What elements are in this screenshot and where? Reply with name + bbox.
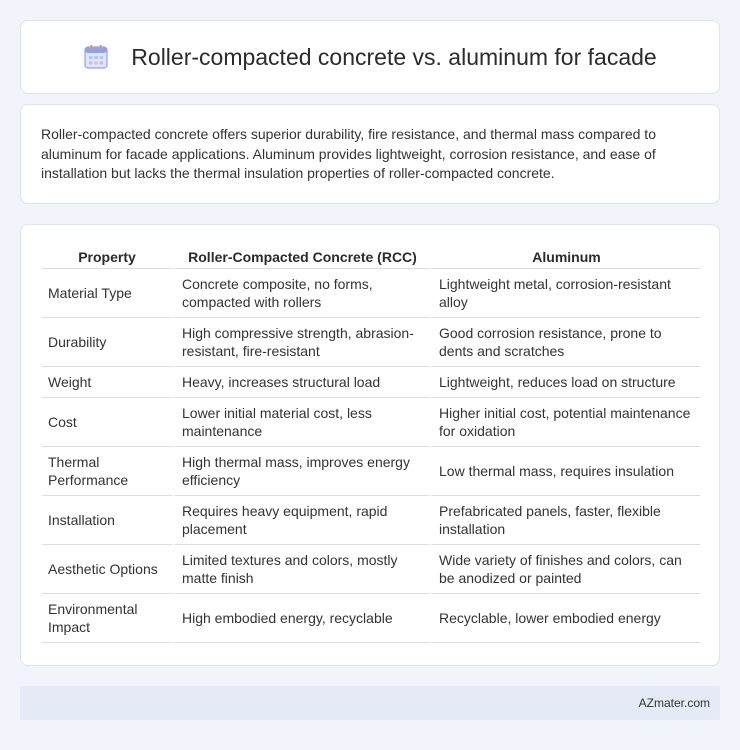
rcc-cell: Concrete composite, no forms, compacted with rollers	[172, 269, 429, 318]
footer-site-link[interactable]: AZmater.com	[638, 696, 710, 710]
comparison-table	[42, 245, 700, 643]
rcc-cell: High compressive strength, abrasion-resistant, fire-resistant	[172, 318, 429, 367]
property-cell: Cost	[42, 398, 172, 447]
table-row	[42, 594, 700, 643]
rcc-cell: Requires heavy equipment, rapid placement	[172, 496, 429, 545]
aluminum-cell: Recyclable, lower embodied energy	[429, 594, 700, 643]
title-card	[20, 20, 720, 94]
table-row	[42, 545, 700, 594]
header-rcc: Roller-Compacted Concrete (RCC)	[172, 245, 429, 269]
aluminum-cell: Low thermal mass, requires insulation	[429, 447, 700, 496]
table-row	[42, 318, 700, 367]
aluminum-cell: Lightweight, reduces load on structure	[429, 367, 700, 398]
table-row	[42, 367, 700, 398]
property-cell: Weight	[42, 367, 172, 398]
calendar-icon	[83, 44, 109, 70]
property-cell: Durability	[42, 318, 172, 367]
rcc-cell: High embodied energy, recyclable	[172, 594, 429, 643]
header-property: Property	[42, 245, 172, 269]
header-aluminum: Aluminum	[429, 245, 700, 269]
footer-bar	[20, 686, 720, 720]
aluminum-cell: Prefabricated panels, faster, flexible installation	[429, 496, 700, 545]
aluminum-cell: Higher initial cost, potential maintenance for oxidation	[429, 398, 700, 447]
rcc-cell: Heavy, increases structural load	[172, 367, 429, 398]
rcc-cell: High thermal mass, improves energy efficiency	[172, 447, 429, 496]
table-row	[42, 269, 700, 318]
aluminum-cell: Lightweight metal, corrosion-resistant alloy	[429, 269, 700, 318]
table-header-row	[42, 245, 700, 269]
rcc-cell: Limited textures and colors, mostly matte finish	[172, 545, 429, 594]
title-row	[83, 44, 656, 71]
property-cell: Environmental Impact	[42, 594, 172, 643]
table-row	[42, 398, 700, 447]
table-row	[42, 496, 700, 545]
property-cell: Material Type	[42, 269, 172, 318]
property-cell: Thermal Performance	[42, 447, 172, 496]
property-cell: Aesthetic Options	[42, 545, 172, 594]
property-cell: Installation	[42, 496, 172, 545]
table-row	[42, 447, 700, 496]
aluminum-cell: Good corrosion resistance, prone to dents and scratches	[429, 318, 700, 367]
summary-text: Roller-compacted concrete offers superior durability, fire resistance, and thermal mass compared to aluminum for facade applications. Aluminum provides lightweight, corrosion resistance, and ease of installation but lacks the thermal insulation properties of roller-compacted concrete.	[41, 126, 656, 181]
rcc-cell: Lower initial material cost, less maintenance	[172, 398, 429, 447]
page-title: Roller-compacted concrete vs. aluminum for facade	[131, 43, 657, 70]
aluminum-cell: Wide variety of finishes and colors, can be anodized or painted	[429, 545, 700, 594]
summary-card	[20, 104, 720, 204]
comparison-card	[20, 224, 720, 666]
